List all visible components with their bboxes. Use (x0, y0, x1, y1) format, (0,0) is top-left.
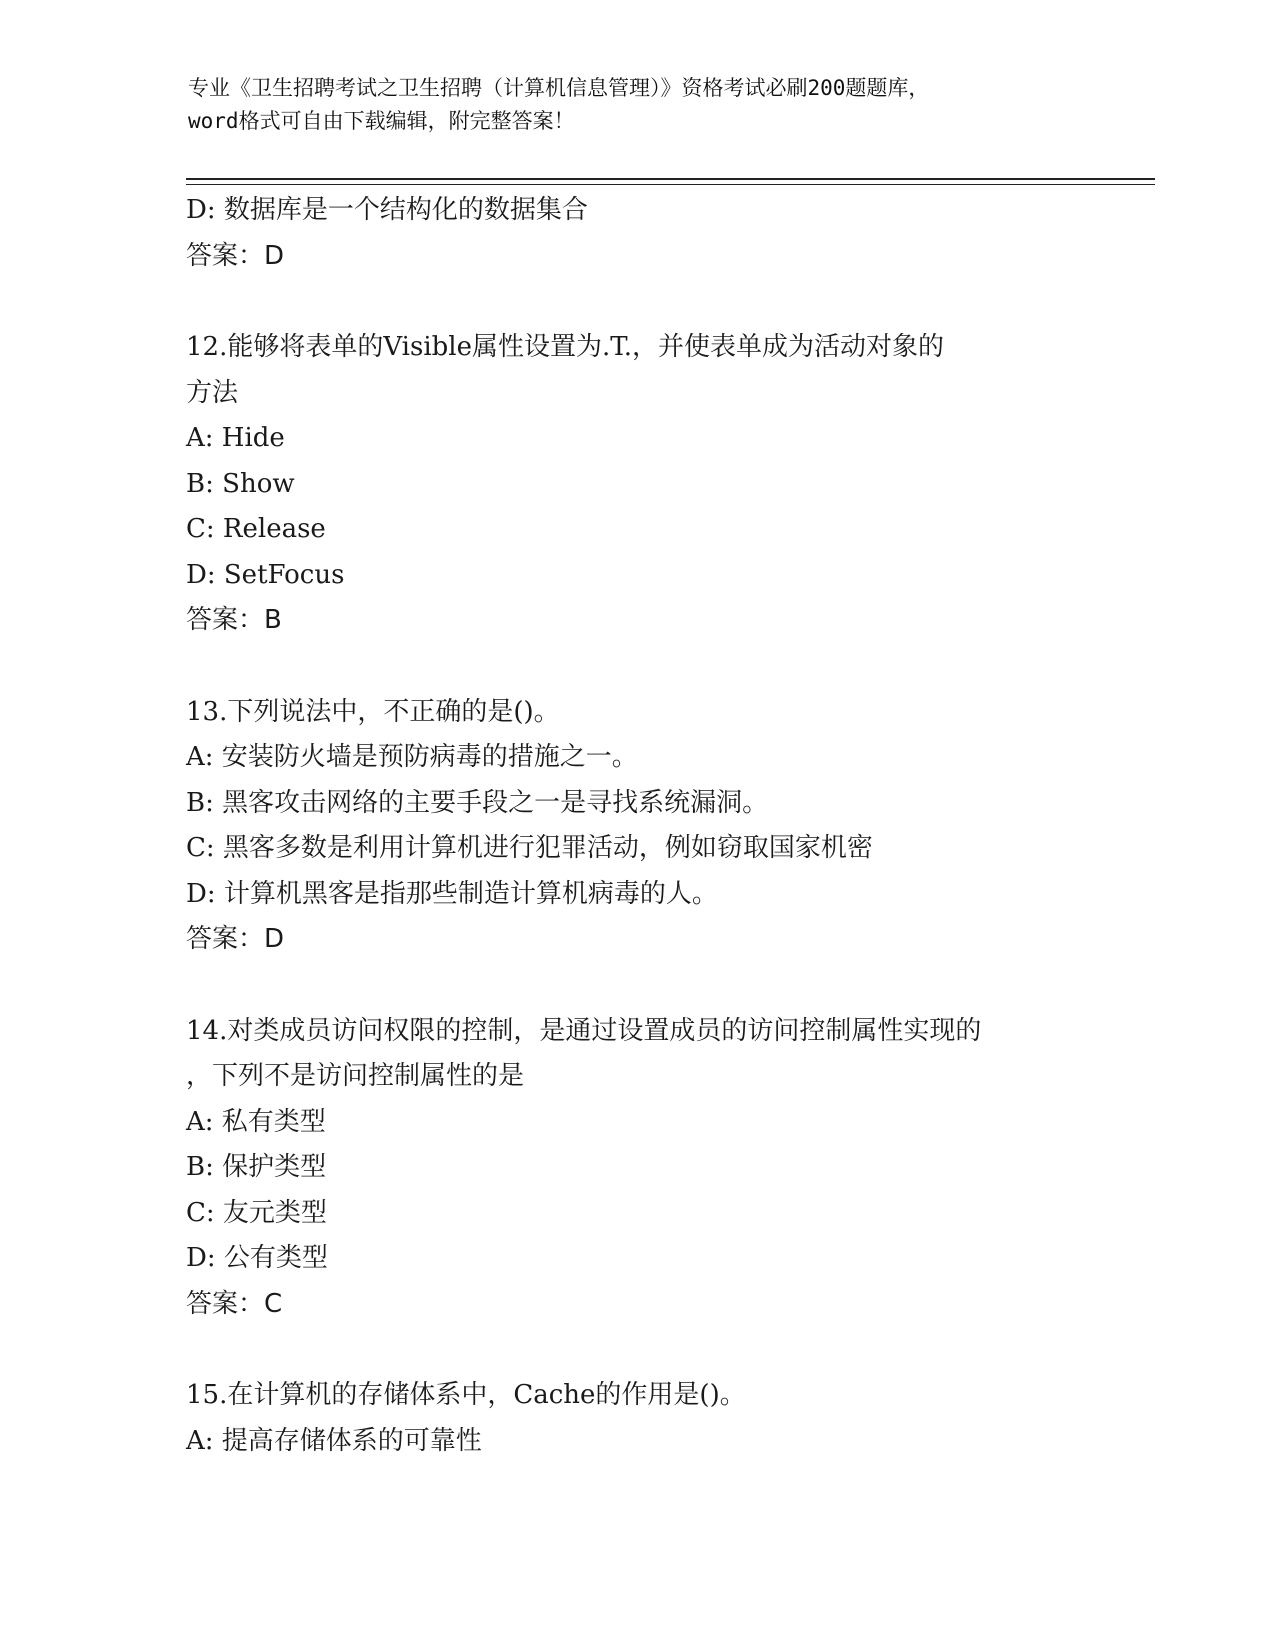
option-a: A: 提高存储体系的可靠性 (186, 1425, 482, 1456)
option-a: A: 私有类型 (186, 1106, 326, 1137)
option-c: C: 友元类型 (186, 1197, 327, 1228)
question-12 (186, 325, 1086, 644)
option-c: C: 黑客多数是利用计算机进行犯罪活动，例如窃取国家机密 (186, 833, 873, 863)
question-stem: 方法 (186, 377, 239, 408)
header-rule-thin (186, 184, 1155, 185)
option-d: D: 公有类型 (186, 1243, 328, 1273)
option-a: A: Hide (186, 423, 285, 453)
question-stem: 12.能够将表单的Visible属性设置为.T.，并使表单成为活动对象的 (186, 332, 945, 362)
question-stem: 15.在计算机的存储体系中，Cache的作用是()。 (186, 1380, 746, 1410)
answer-line: 答案：D (186, 924, 285, 954)
question-stem: 13.下列说法中，不正确的是()。 (186, 696, 560, 727)
answer-line: 答案：B (186, 605, 282, 635)
option-d: D: SetFocus (186, 559, 345, 590)
question-15 (186, 1373, 1086, 1464)
option-b: B: Show (186, 468, 295, 499)
answer-line: 答案：D (186, 240, 285, 271)
option-d: D: 数据库是一个结构化的数据集合 (186, 195, 588, 225)
header-line-1: 专业《卫生招聘考试之卫生招聘（计算机信息管理）》资格考试必刷200题题库， (188, 76, 930, 100)
option-a: A: 安装防火墙是预防病毒的措施之一。 (186, 742, 638, 772)
option-b: B: 黑客攻击网络的主要手段之一是寻找系统漏洞。 (186, 787, 769, 818)
question-list (186, 188, 1086, 1464)
header-line-2: word格式可自由下载编辑，附完整答案！ (188, 109, 575, 133)
header-rule-thick (186, 178, 1155, 180)
question-14 (186, 1009, 1086, 1328)
option-c: C: Release (186, 514, 326, 544)
answer-line: 答案：C (186, 1288, 283, 1319)
question-13 (186, 690, 1086, 963)
option-d: D: 计算机黑客是指那些制造计算机病毒的人。 (186, 878, 718, 909)
question-stem: 14.对类成员访问权限的控制，是通过设置成员的访问控制属性实现的 (186, 1015, 982, 1046)
option-b: B: 保护类型 (186, 1152, 327, 1182)
question-stem: ，下列不是访问控制属性的是 (186, 1061, 525, 1091)
document-header (188, 72, 1088, 138)
